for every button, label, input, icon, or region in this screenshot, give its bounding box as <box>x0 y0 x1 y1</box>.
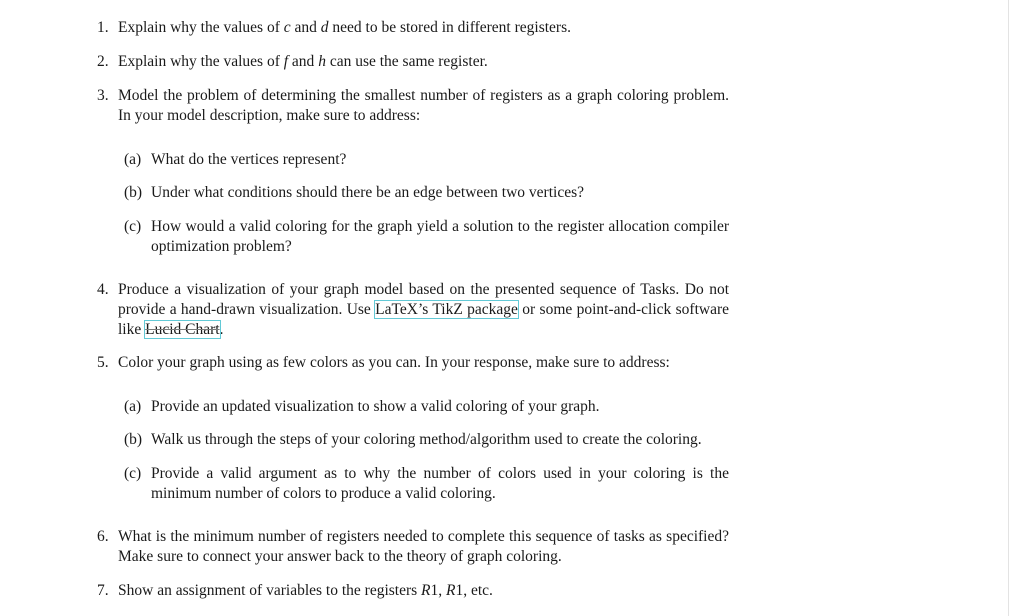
subquestion-text: How would a valid coloring for the graph yield a solution to the register allocation compiler optimization problem? <box>151 218 729 255</box>
question-text: Show an assignment of variables to the registers R1, R1, etc. <box>118 582 493 599</box>
question-text: Explain why the values of f and h can use the same register. <box>118 53 488 70</box>
question-number: 6. <box>97 528 109 545</box>
question-5 <box>97 353 729 373</box>
question-5c <box>124 464 729 504</box>
question-3 <box>97 86 729 126</box>
question-text: What is the minimum number of registers needed to complete this sequence of tasks as specified? Make sure to connect your answer back to the theory of graph coloring. <box>118 528 729 565</box>
question-text: Color your graph using as few colors as you can. In your response, make sure to address: <box>118 354 670 371</box>
question-text: Produce a visualization of your graph model based on the presented sequence of Tasks. Do not provide a hand-drawn visualization. Use LaTeX’s TikZ package or some point-and-click software like Lucid Chart. <box>118 281 729 338</box>
subquestion-text: What do the vertices represent? <box>151 151 347 168</box>
subquestion-label: (b) <box>124 184 143 201</box>
question-number: 4. <box>97 281 109 298</box>
subquestion-text: Under what conditions should there be an edge between two vertices? <box>151 184 584 201</box>
question-3a <box>124 150 729 170</box>
subquestion-label: (c) <box>124 465 142 482</box>
question-text: Model the problem of determining the smallest number of registers as a graph coloring problem. In your model description, make sure to address: <box>118 87 729 124</box>
question-text: Explain why the values of c and d need to be stored in different registers. <box>118 19 571 36</box>
subquestion-label: (a) <box>124 398 142 415</box>
question-5b <box>124 430 729 450</box>
subquestion-text: Walk us through the steps of your coloring method/algorithm used to create the coloring. <box>151 431 702 448</box>
subquestion-label: (b) <box>124 431 143 448</box>
question-3c <box>124 217 729 257</box>
question-number: 5. <box>97 354 109 371</box>
page-edge-divider <box>1008 0 1009 616</box>
question-number: 3. <box>97 87 109 104</box>
question-number: 7. <box>97 582 109 599</box>
subquestion-text: Provide an updated visualization to show a valid coloring of your graph. <box>151 398 600 415</box>
subquestion-text: Provide a valid argument as to why the number of colors used in your coloring is the minimum number of colors to produce a valid coloring. <box>151 465 729 502</box>
subquestion-label: (a) <box>124 151 142 168</box>
question-1 <box>97 18 729 38</box>
question-2 <box>97 52 729 72</box>
question-4 <box>97 280 729 340</box>
tikz-package-link[interactable]: LaTeX’s TikZ package <box>375 301 518 318</box>
lucid-chart-link[interactable]: Lucid Chart <box>145 321 220 338</box>
question-5a <box>124 397 729 417</box>
question-number: 1. <box>97 19 109 36</box>
question-7 <box>97 581 729 601</box>
subquestion-label: (c) <box>124 218 142 235</box>
question-number: 2. <box>97 53 109 70</box>
question-3b <box>124 183 729 203</box>
question-6 <box>97 527 729 567</box>
